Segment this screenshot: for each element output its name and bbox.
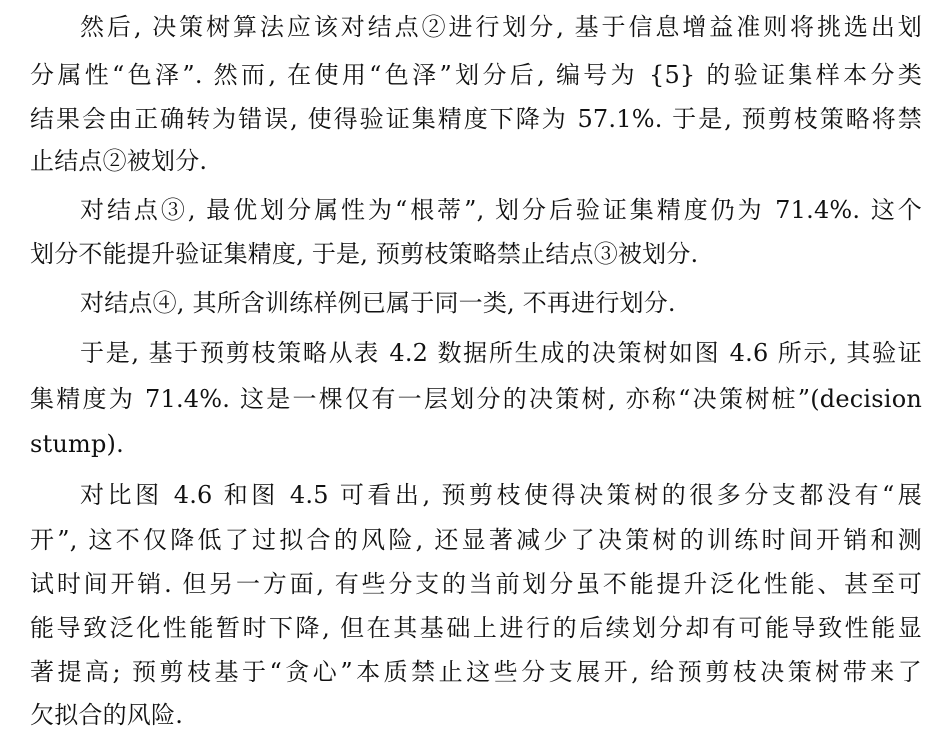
paragraph-5-line-3: 试时间开销. 但另一方面, 有些分支的当前划分虽不能提升泛化性能、甚至可: [30, 570, 922, 598]
paragraph-4-line-1: 于是, 基于预剪枝策略从表 4.2 数据所生成的决策树如图 4.6 所示, 其验证: [80, 339, 922, 367]
paragraph-5-line-6: 欠拟合的风险.: [30, 701, 184, 729]
paragraph-5-line-4: 能导致泛化性能暂时下降, 但在其基础上进行的后续划分却有可能导致性能显: [30, 614, 922, 642]
paragraph-3-line-1: 对结点④, 其所含训练样例已属于同一类, 不再进行划分.: [80, 289, 676, 317]
paragraph-1-line-4: 止结点②被划分.: [30, 147, 208, 175]
paragraph-4-line-2: 集精度为 71.4%. 这是一棵仅有一层划分的决策树, 亦称“决策树桩”(decision: [30, 385, 922, 413]
paragraph-5-line-2: 开”, 这不仅降低了过拟合的风险, 还显著减少了决策树的训练时间开销和测: [30, 526, 922, 554]
paragraph-4-line-3: stump).: [30, 430, 124, 458]
paragraph-1-line-3: 结果会由正确转为错误, 使得验证集精度下降为 57.1%. 于是, 预剪枝策略将禁: [30, 105, 922, 133]
paragraph-5-line-1: 对比图 4.6 和图 4.5 可看出, 预剪枝使得决策树的很多分支都没有“展: [80, 481, 922, 509]
paragraph-5-line-5: 著提高; 预剪枝基于“贪心”本质禁止这些分支展开, 给预剪枝决策树带来了: [30, 658, 922, 686]
paragraph-2-line-1: 对结点③, 最优划分属性为“根蒂”, 划分后验证集精度仍为 71.4%. 这个: [80, 196, 922, 224]
paragraph-1-line-2: 分属性“色泽”. 然而, 在使用“色泽”划分后, 编号为 {5} 的验证集样本分类: [30, 61, 922, 89]
paragraph-2-line-2: 划分不能提升验证集精度, 于是, 预剪枝策略禁止结点③被划分.: [30, 240, 699, 268]
paragraph-1-line-1: 然后, 决策树算法应该对结点②进行划分, 基于信息增益准则将挑选出划: [80, 13, 922, 41]
